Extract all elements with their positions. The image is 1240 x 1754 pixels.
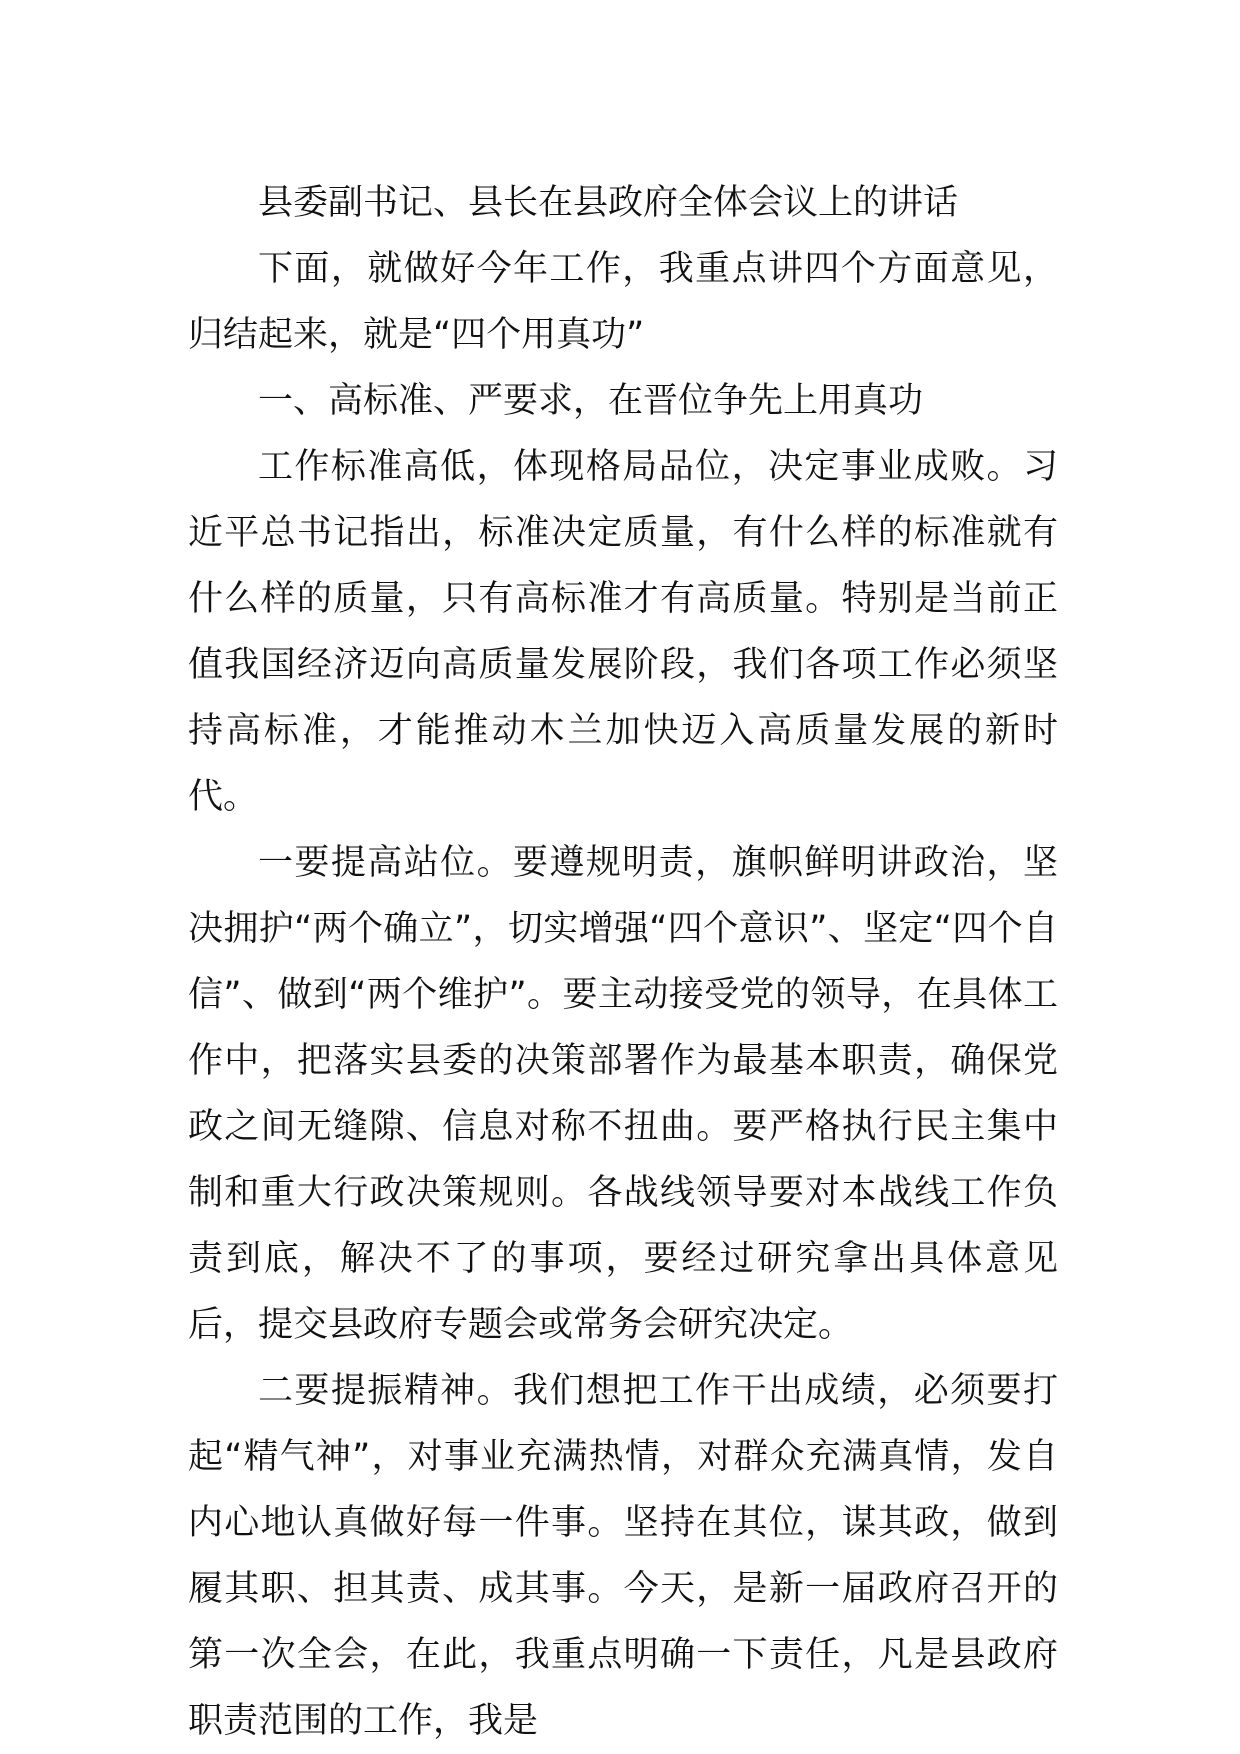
document-title: 县委副书记、县长在县政府全体会议上的讲话 [258, 183, 959, 223]
document-body [188, 170, 1058, 1754]
paragraph-standards: 工作标准高低，体现格局品位，决定事业成败。习近平总书记指出，标准决定质量，有什么样的标准就有什么样的质量，只有高标准才有高质量。特别是当前正值我国经济迈向高质量发展阶段，我们各项工作必须坚持高标准，才能推动木兰加快迈入高质量发展的新时代。 [188, 447, 1058, 817]
paragraph-raise-stance: 一要提高站位。要遵规明责，旗帜鲜明讲政治，坚决拥护“两个确立”，切实增强“四个意识”、坚定“四个自信”、做到“两个维护”。要主动接受党的领导，在具体工作中，把落实县委的决策部署作为最基本职责，确保党政之间无缝隙、信息对称不扭曲。要严格执行民主集中制和重大行政决策规则。各战线领导要对本战线工作负责到底，解决不了的事项，要经过研究拿出具体意见后，提交县政府专题会或常务会研究决定。 [188, 843, 1058, 1345]
section-heading-1: 一、高标准、严要求，在晋位争先上用真功 [258, 381, 924, 421]
paragraph-intro: 下面，就做好今年工作，我重点讲四个方面意见，归结起来，就是“四个用真功” [188, 249, 1058, 355]
paragraph-boost-spirit: 二要提振精神。我们想把工作干出成绩，必须要打起“精气神”，对事业充满热情，对群众充满真情，发自内心地认真做好每一件事。坚持在其位，谋其政，做到履其职、担其责、成其事。今天，是新一届政府召开的第一次全会，在此，我重点明确一下责任，凡是县政府职责范围的工作，我是 [188, 1371, 1058, 1741]
